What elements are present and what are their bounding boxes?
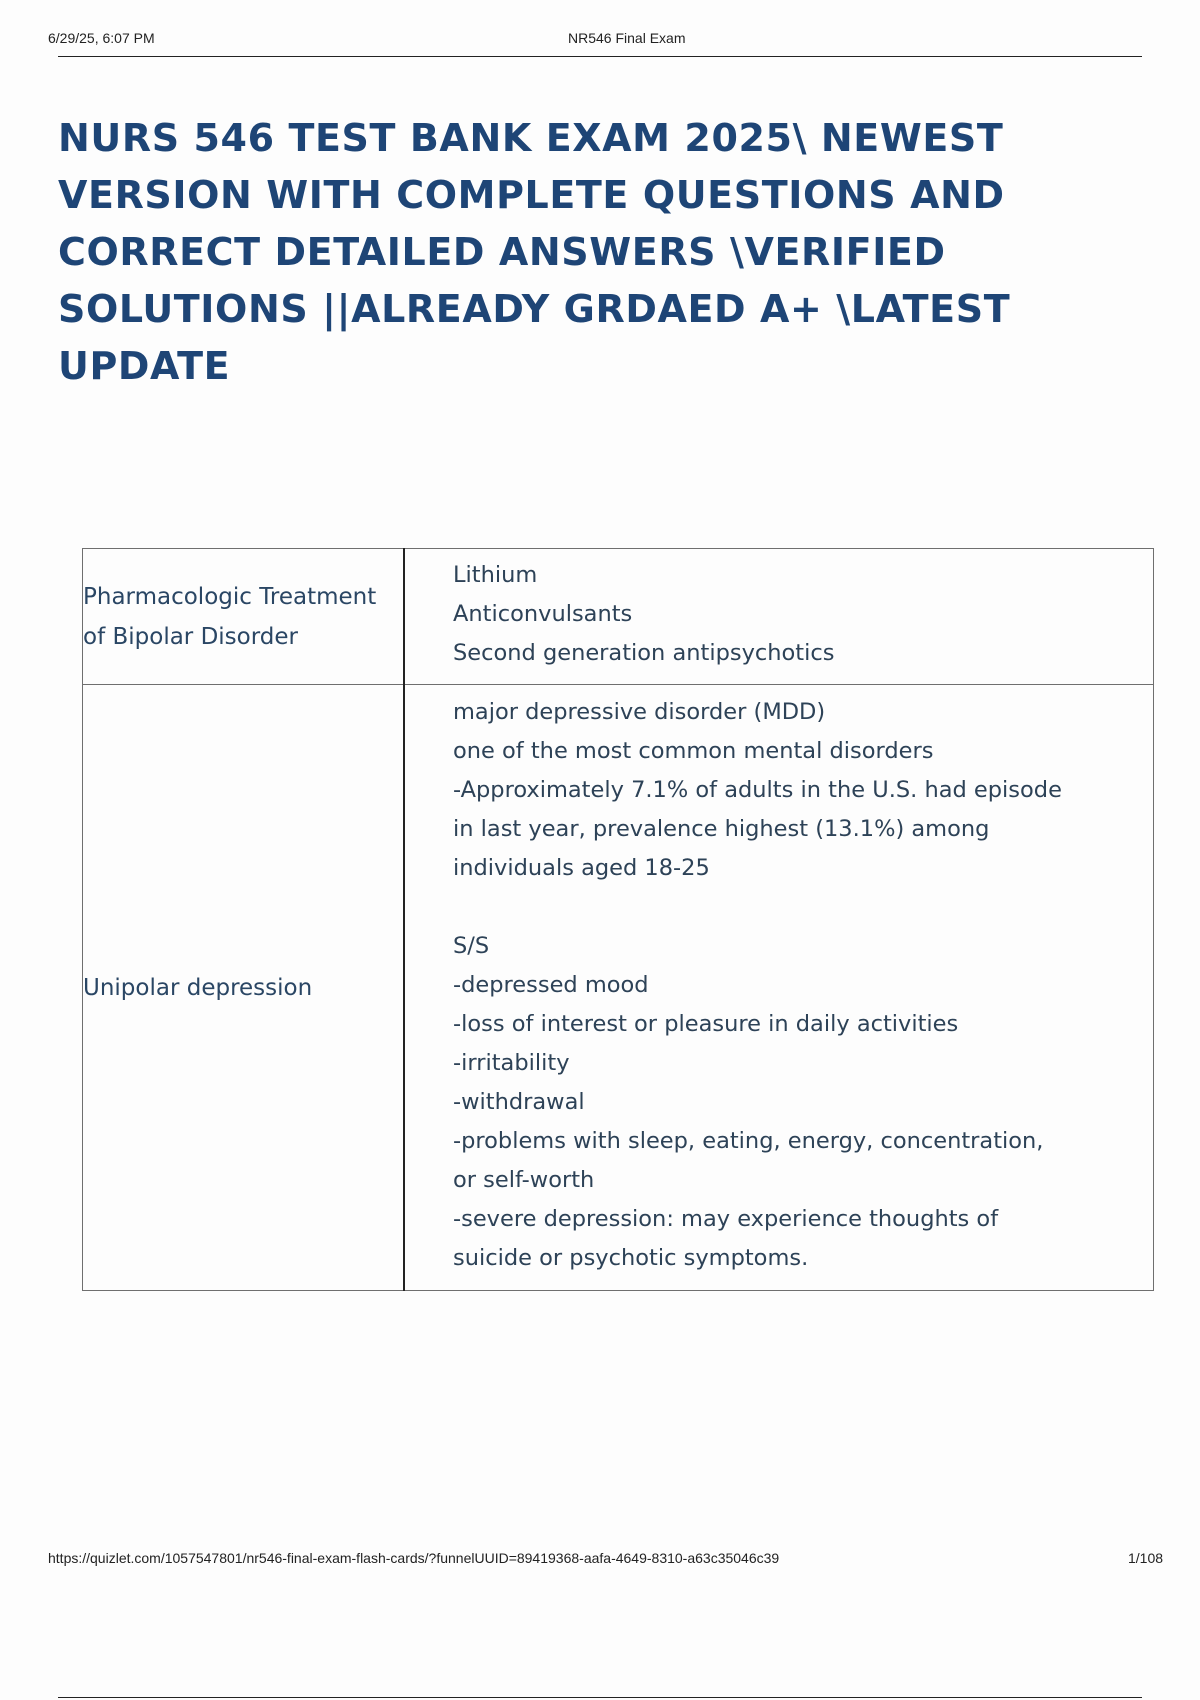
- definition-line: -Approximately 7.1% of adults in the U.S. had episode: [453, 777, 1062, 803]
- flashcard-row: [83, 549, 1154, 685]
- term-line: Unipolar depression: [83, 974, 313, 1001]
- definition-line: -problems with sleep, eating, energy, concentration,: [453, 1128, 1044, 1154]
- definition-line: -loss of interest or pleasure in daily activities: [453, 1011, 959, 1037]
- definition-line: Lithium: [453, 562, 538, 588]
- definition-line: -irritability: [453, 1050, 570, 1076]
- flashcard-row: [83, 685, 1154, 1291]
- definition-line: suicide or psychotic symptoms.: [453, 1245, 809, 1271]
- flashcard-definition: [404, 549, 1154, 685]
- term-line: Pharmacologic Treatment: [83, 583, 377, 610]
- definition-line: -severe depression: may experience thoughts of: [453, 1206, 999, 1232]
- print-page-title: NR546 Final Exam: [568, 30, 686, 46]
- footer-divider: [58, 1697, 1142, 1698]
- page-number: 1/108: [1128, 1550, 1164, 1566]
- definition-line: -withdrawal: [453, 1089, 585, 1115]
- definition-line: -depressed mood: [453, 972, 649, 998]
- header-divider: [58, 56, 1142, 57]
- definition-line: one of the most common mental disorders: [453, 738, 934, 764]
- print-datetime: 6/29/25, 6:07 PM: [48, 30, 155, 46]
- flashcard-term: [83, 549, 405, 685]
- term-line: of Bipolar Disorder: [83, 623, 298, 650]
- definition-line: [453, 888, 1123, 927]
- definition-line: individuals aged 18-25: [453, 855, 710, 881]
- definition-line: Anticonvulsants: [453, 601, 633, 627]
- flashcard-definition: [404, 685, 1154, 1291]
- definition-line: in last year, prevalence highest (13.1%) among: [453, 816, 990, 842]
- print-url: https://quizlet.com/1057547801/nr546-final-exam-flash-cards/?funnelUUID=89419368-aafa-4649-8310-a63c35046c39: [48, 1550, 780, 1566]
- definition-line: major depressive disorder (MDD): [453, 699, 826, 725]
- flashcard-table: [82, 548, 1154, 1291]
- definition-line: S/S: [453, 933, 490, 959]
- definition-line: Second generation antipsychotics: [453, 640, 835, 666]
- flashcard-term: [83, 685, 405, 1291]
- definition-line: or self-worth: [453, 1167, 595, 1193]
- document-title: NURS 546 TEST BANK EXAM 2025\ NEWEST VERSION WITH COMPLETE QUESTIONS AND CORRECT DETAILED ANSWERS \VERIFIED SOLUTIONS ||ALREADY GRDAED A+ \LATEST UPDATE: [58, 116, 1011, 388]
